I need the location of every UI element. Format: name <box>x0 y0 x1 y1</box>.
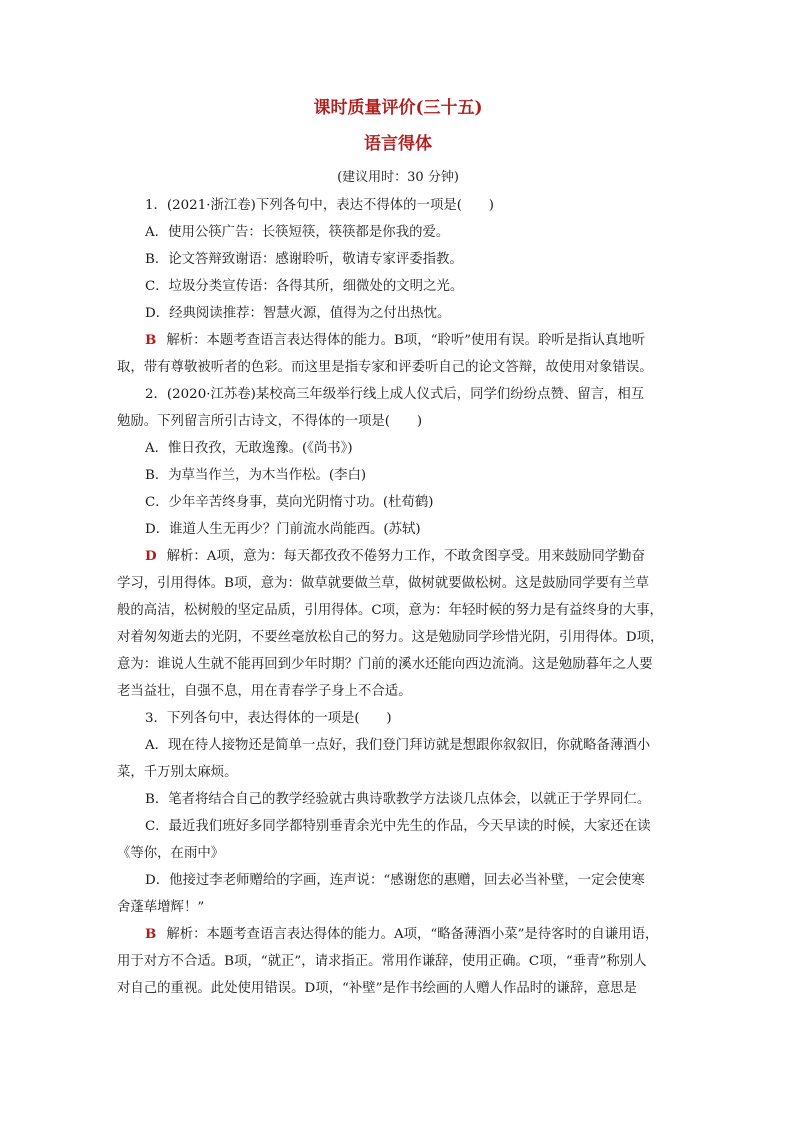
option-d: D．他接过李老师赠给的字画，连声说：“感谢您的惠赠，回去必当补壁，一定会使寒 <box>145 873 645 888</box>
answer-label: D <box>145 548 157 564</box>
analysis-line: 意为：谁说人生就不能再回到少年时期？门前的溪水还能向西边流淌。这是勉励暮年之人要 <box>117 657 653 672</box>
option-a: A．现在待人接物还是简单一点好，我们登门拜访就是想跟你叙叙旧，你就略备薄酒小 <box>145 738 651 753</box>
option-a: A．惟日孜孜，无敢逸豫。(《尚书》) <box>145 441 353 456</box>
answer-label: B <box>145 926 157 942</box>
answer-label: B <box>145 332 157 348</box>
analysis-line: 对着匆匆逝去的光阴，不要丝毫放松自己的努力。这是勉励同学珍惜光阴，引用得体。D项， <box>117 630 664 645</box>
option-c: C．垃圾分类宣传语：各得其所，细微处的文明之光。 <box>145 279 464 294</box>
option-c: C．最近我们班好多同学都特别垂青余光中先生的作品，今天早读的时候，大家还在读 <box>145 819 651 834</box>
analysis-line: 用于对方不合适。B项，“就正”，请求指正。常用作谦辞，使用正确。C项，“垂青”称别人 <box>117 954 647 969</box>
question-stem: 1．(2021·浙江卷)下列各句中，表达不得体的一项是( ) <box>145 198 494 213</box>
question-3 <box>117 705 679 1002</box>
time-note: (建议用时：30 分钟) <box>337 170 459 185</box>
option-c-cont: 《等你，在雨中》 <box>117 846 225 861</box>
page-title: 课时质量评价(三十五) <box>313 98 483 118</box>
document-page <box>117 96 679 1002</box>
analysis-line: B 解析：本题考查语言表达得体的能力。B项，“聆听”使用有误。聆听是指认真地听 <box>145 332 646 348</box>
option-b: B．论文答辩致谢语：感谢聆听，敬请专家评委指教。 <box>145 252 463 267</box>
analysis-line: D 解析：A项，意为：每天都孜孜不倦努力工作，不敢贪图享受。用来鼓励同学勤奋 <box>145 548 645 564</box>
question-stem-cont: 勉励。下列留言所引古诗文，不得体的一项是( ) <box>117 414 423 429</box>
question-stem: 3．下列各句中，表达得体的一项是( ) <box>145 711 392 726</box>
option-b: B．为草当作兰，为木当作松。(李白) <box>145 468 367 483</box>
option-d: D．经典阅读推荐：智慧火源，值得为之付出热忱。 <box>145 306 451 321</box>
question-2 <box>117 381 679 705</box>
analysis-line: 对自己的重视。此处使用错误。D项，“补壁”是作书绘画的人赠人作品时的谦辞，意思是 <box>117 981 637 996</box>
option-d-cont: 舍蓬荜增辉！” <box>117 900 205 915</box>
question-stem: 2．(2020·江苏卷)某校高三年级举行线上成人仪式后，同学们纷纷点赞、留言，相互 <box>145 387 645 402</box>
page-subtitle: 语言得体 <box>364 134 432 154</box>
option-d: D．谁道人生无再少？门前流水尚能西。(苏轼) <box>145 522 421 537</box>
analysis-line: 般的高洁，松树般的坚定品质，引用得体。C项，意为：年轻时候的努力是有益终身的大事， <box>117 603 663 618</box>
option-a: A．使用公筷广告：长筷短筷，筷筷都是你我的爱。 <box>145 225 450 240</box>
option-c: C．少年辛苦终身事，莫向光阴惰寸功。(杜荀鹤) <box>145 495 434 510</box>
analysis-line: B 解析：本题考查语言表达得体的能力。A项，“略备薄酒小菜”是待客时的自谦用语， <box>145 926 659 942</box>
question-1 <box>117 192 679 381</box>
analysis-line: 学习，引用得体。B项，意为：做草就要做兰草，做树就要做松树。这是鼓励同学要有兰草 <box>117 576 650 591</box>
option-a-cont: 菜，千万别太麻烦。 <box>117 765 238 780</box>
analysis-line: 老当益壮，自强不息，用在青春学子身上不合适。 <box>117 684 412 699</box>
option-b: B．笔者将结合自己的教学经验就古典诗歌教学方法谈几点体会，以就正于学界同仁。 <box>145 792 651 807</box>
analysis-line: 取，带有尊敬被听者的色彩。而这里是指专家和评委听自己的论文答辩，故使用对象错误。 <box>117 360 653 375</box>
